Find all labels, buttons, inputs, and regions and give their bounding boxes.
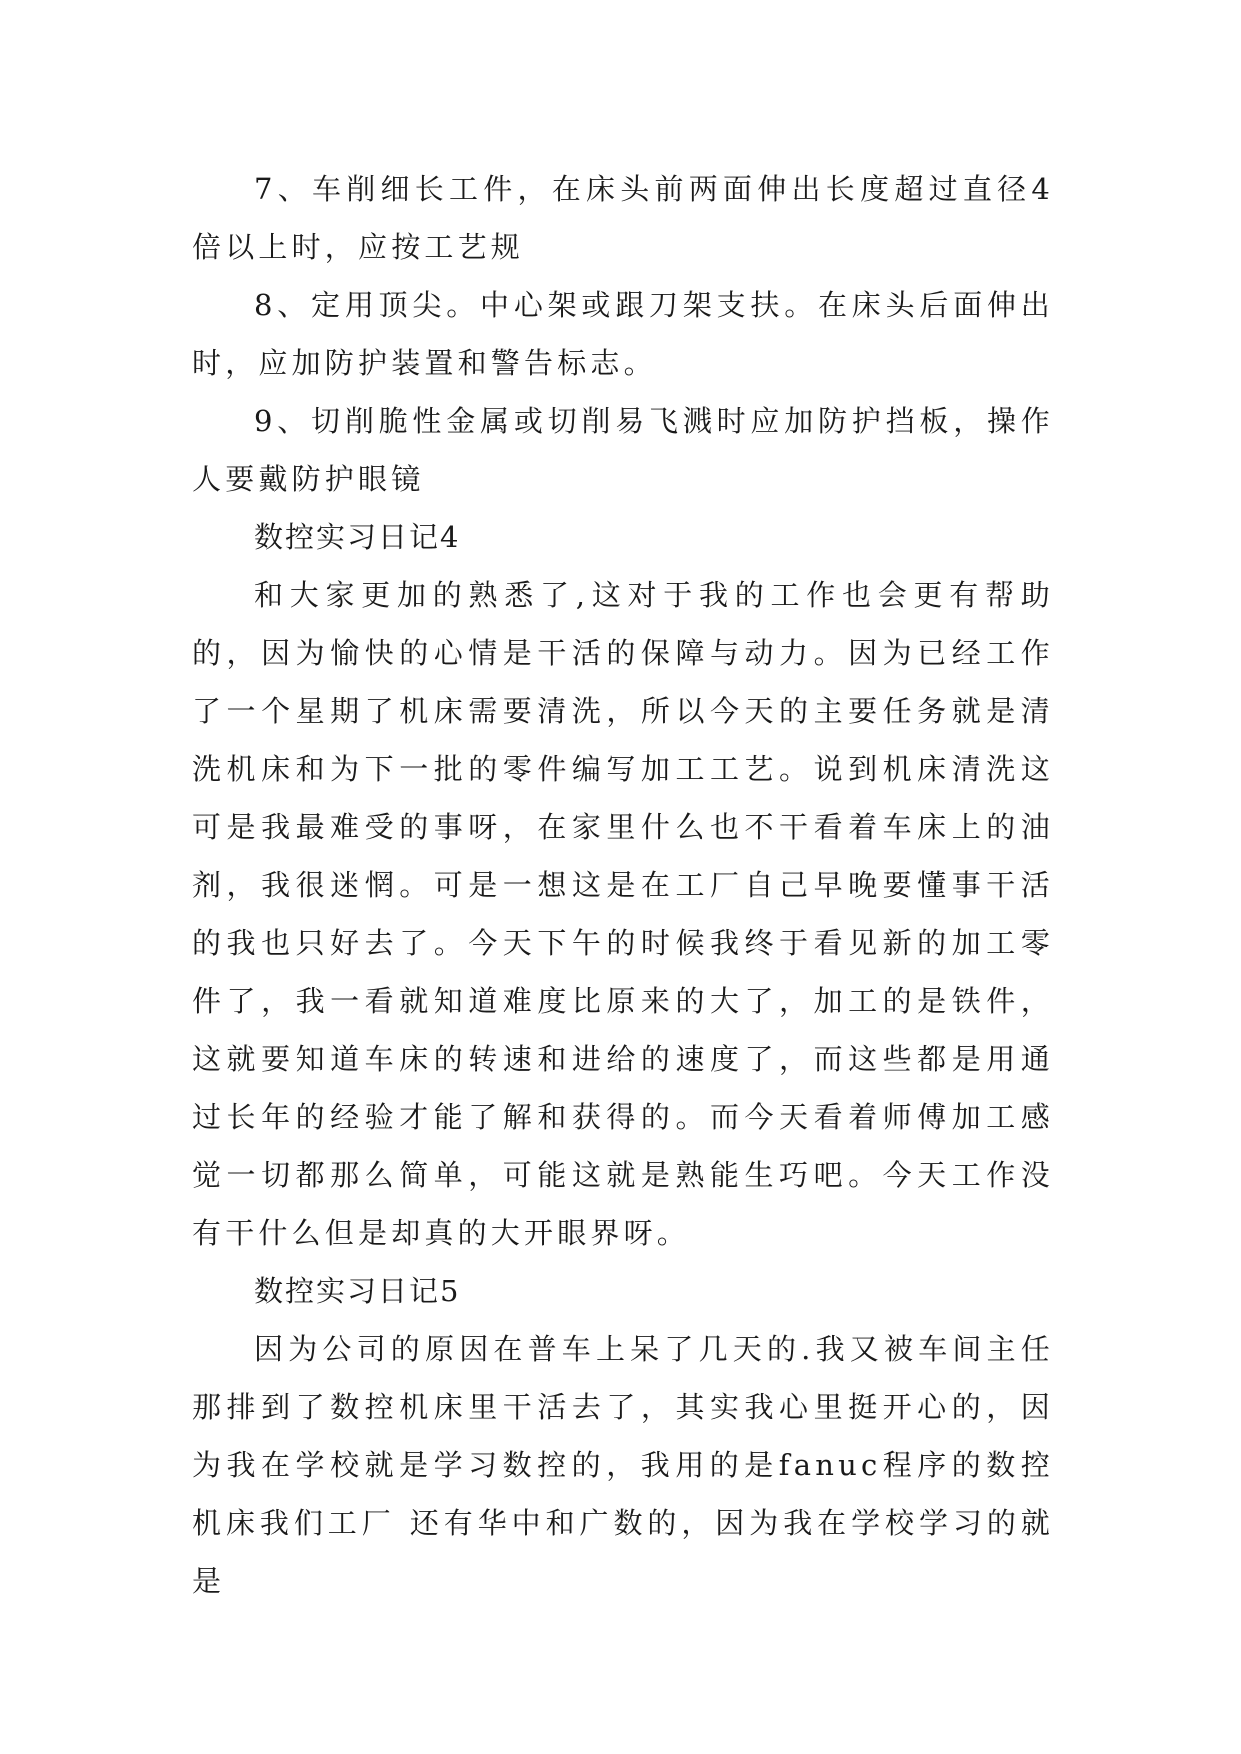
document-body xyxy=(192,160,1054,1610)
section-heading-diary-4: 数控实习日记4 xyxy=(254,520,461,554)
paragraph-diary-5-body: 因为公司的原因在普车上呆了几天的.我又被车间主任那排到了数控机床里干活去了，其实我心里挺开心的，因为我在学校就是学习数控的，我用的是fanuc程序的数控机床我们工厂 还有华中和广数的，因为我在学校学习的就是 xyxy=(192,1332,1054,1598)
paragraph-item-8: 8、定用顶尖。中心架或跟刀架支扶。在床头后面伸出时，应加防护装置和警告标志。 xyxy=(192,288,1054,380)
paragraph-item-7: 7、车削细长工件，在床头前两面伸出长度超过直径4倍以上时，应按工艺规 xyxy=(192,172,1054,264)
paragraph-diary-4-body: 和大家更加的熟悉了,这对于我的工作也会更有帮助的，因为愉快的心情是干活的保障与动力。因为已经工作了一个星期了机床需要清洗，所以今天的主要任务就是清洗机床和为下一批的零件编写加工工艺。说到机床清洗这可是我最难受的事呀，在家里什么也不干看着车床上的油剂，我很迷惘。可是一想这是在工厂自己早晚要懂事干活的我也只好去了。今天下午的时候我终于看见新的加工零件了，我一看就知道难度比原来的大了，加工的是铁件，这就要知道车床的转速和进给的速度了，而这些都是用通过长年的经验才能了解和获得的。而今天看着师傅加工感觉一切都那么简单，可能这就是熟能生巧吧。今天工作没有干什么但是却真的大开眼界呀。 xyxy=(192,578,1054,1250)
section-heading-diary-5: 数控实习日记5 xyxy=(254,1274,461,1308)
paragraph-item-9: 9、切削脆性金属或切削易飞溅时应加防护挡板，操作人要戴防护眼镜 xyxy=(192,404,1054,496)
